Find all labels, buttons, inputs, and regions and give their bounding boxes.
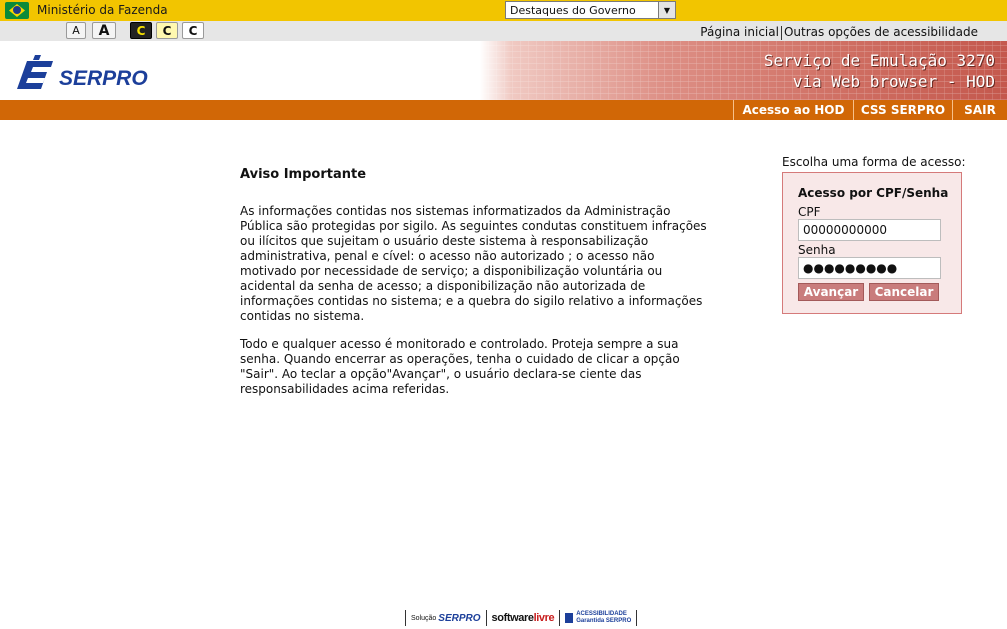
cpf-label: CPF [798,205,821,219]
cancelar-button[interactable]: Cancelar [869,283,939,301]
nav-sair[interactable]: SAIR [952,100,1007,120]
main-nav [0,100,1007,120]
software-livre-logo[interactable] [486,610,560,626]
accessibility-links [700,25,978,40]
chevron-down-icon[interactable]: ▼ [658,2,675,18]
solucao-small-text: Solução [411,614,437,622]
hod-banner [480,41,1007,100]
notice-paragraph-1: As informações contidas nos sistemas informatizados da Administração Pública são protegidas por sigilo. As seguintes condutas constituem infrações ou ilícitos que sujeitam o usuário deste sistema à responsabilização administrativa, penal e cível: o acesso não autorizado ; o acesso não motivado por necessidade de serviço; a disponibilização voluntária ou acidental da senha de acesso; a disponibilização não autorizada de informações contidas no sistema; e a quebra do sigilo relativo a informações contidas no sistema. [240,204,707,323]
livre-text: livre [533,612,555,624]
dropdown-value: Destaques do Governo [510,4,636,17]
logo-text: SERPRO [59,67,148,90]
acessibilidade-logo[interactable] [559,610,637,626]
home-link[interactable]: Página inicial [700,25,779,39]
accessibility-icon [565,613,573,623]
gov-title: Ministério da Fazenda [37,3,168,17]
notice [240,167,710,410]
banner-line-2: via Web browser - HOD [792,72,995,91]
solucao-brand-text: SERPRO [438,612,481,624]
font-larger-button[interactable]: A [92,22,116,39]
serpro-logo-icon [15,55,55,91]
footer-logos [405,609,637,627]
banner-line-1: Serviço de Emulação 3270 [763,51,995,70]
acess-line-1: ACESSIBILIDADE [576,611,627,617]
contrast-black-button[interactable]: C [130,22,152,39]
contrast-yellow-button[interactable]: C [156,22,178,39]
header [0,41,1007,100]
login-box [782,172,962,314]
link-separator [781,26,782,40]
gov-bar [0,0,1007,21]
login-prompt: Escolha uma forma de acesso: [782,155,966,169]
solucao-serpro-logo[interactable] [405,610,486,626]
contrast-white-button[interactable]: C [182,22,204,39]
software-text: software [491,612,534,624]
login-title: Acesso por CPF/Senha [798,186,949,200]
nav-css-serpro[interactable]: CSS SERPRO [853,100,952,120]
accessibility-bar [0,21,1007,41]
more-accessibility-link[interactable]: Outras opções de acessibilidade [783,25,978,39]
password-input[interactable] [798,257,941,279]
cpf-input[interactable] [798,219,941,241]
serpro-logo[interactable] [15,55,148,91]
destaques-dropdown[interactable] [505,1,676,19]
password-label: Senha [798,243,836,257]
notice-title: Aviso Importante [240,167,367,182]
acess-line-2: Garantida SERPRO [576,618,632,624]
nav-acesso-hod[interactable]: Acesso ao HOD [733,100,853,120]
font-smaller-button[interactable]: A [66,22,86,39]
notice-paragraph-2: Todo e qualquer acesso é monitorado e controlado. Proteja sempre a sua senha. Quando encerrar as operações, tenha o cuidado de clicar a opção "Sair". Ao teclar a opção"Avançar", o usuário declara-se ciente das responsabilidades acima referidas. [240,337,680,396]
avancar-button[interactable]: Avançar [798,283,864,301]
brazil-flag-icon [5,2,29,19]
